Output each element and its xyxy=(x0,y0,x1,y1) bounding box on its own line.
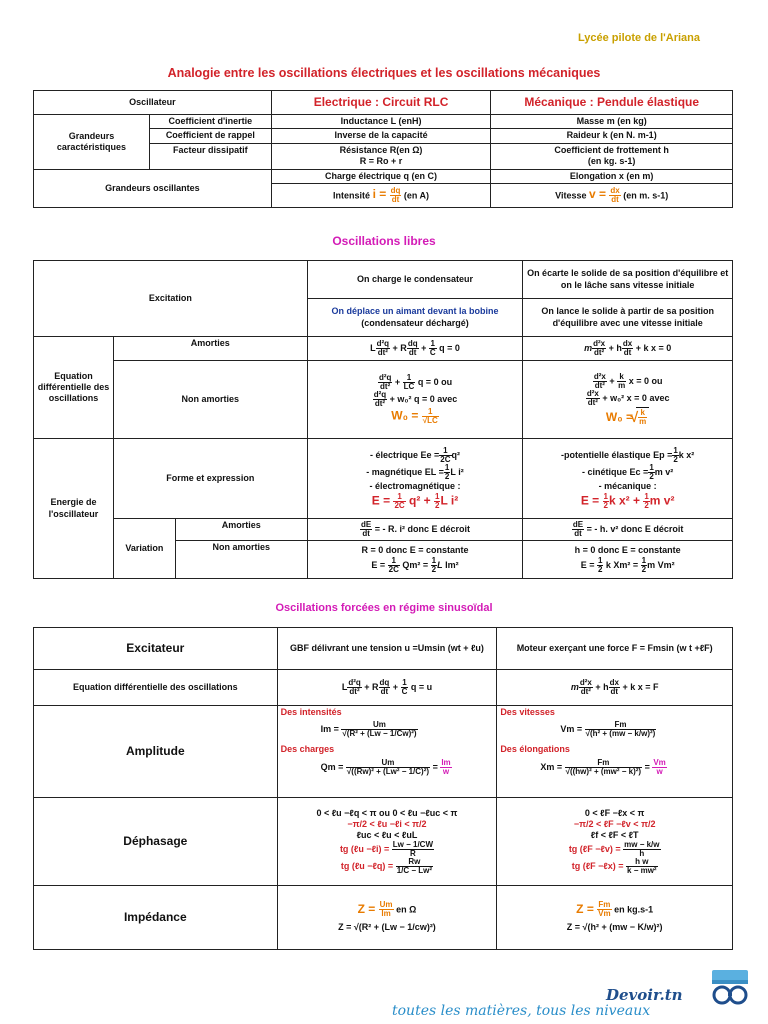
var-amorties-label: Amorties xyxy=(175,519,307,541)
excitation-label: Excitation xyxy=(34,261,308,337)
grandeurs-oscillantes: Grandeurs oscillantes xyxy=(34,169,272,207)
exc-meca-2: On lance le solide à partir de sa position d'équilibre avec une vitesse initiale xyxy=(523,299,733,337)
des-elongations: Des élongations xyxy=(500,744,570,755)
formula-i: i = $\frac{dq}{dt}$ xyxy=(372,185,401,204)
cell-charge: Charge électrique q (en C) xyxy=(271,169,491,183)
var-elec-non-amorties: R = 0 donc E = constante E = $\frac{1}{2C}$ Qm² = $\frac{1}{2}$ L Im² xyxy=(307,541,523,579)
vitesse-unit: (en m. s-1) xyxy=(623,190,669,201)
free-oscillations-table xyxy=(33,260,733,579)
dephasage-meca: 0 < ℓF −ℓx < π −π/2 < ℓF −ℓv < π/2 ℓf < ℓF < ℓT tg (ℓF −ℓv) = $\frac{mw - k/w}{h}$ tg (ℓF −ℓx) = $\frac{\text{h w}}{\text{k − mw²}}$ xyxy=(497,798,733,886)
school-name: Lycée pilote de l'Ariana xyxy=(577,32,700,44)
grandeurs-caracteristiques: Grandeurs caractéristiques xyxy=(34,115,150,170)
amp-meca: Des vitesses Vm = $\frac{Fm}{\text{√(h² + (mw − k/w)²)}}$ Des élongations Xm = $\frac{Fm}{\text{√((hw)² + (mw² − k)²)}}$ = $\frac{Vm}{w}$ xyxy=(497,706,733,798)
decroit-meca: = - h. v² donc E décroit xyxy=(586,523,684,534)
intensite-label: Intensité xyxy=(333,190,371,201)
header-electrique: Electrique : Circuit RLC xyxy=(271,91,491,115)
analogy-table xyxy=(33,90,733,208)
impedance-label: Impédance xyxy=(34,886,278,950)
cell-meca: Masse m (en kg) xyxy=(491,115,733,129)
cell-intensite xyxy=(271,183,491,207)
meca-m-label: - mécanique : xyxy=(598,481,657,492)
eq-meca-non-amorties: $\frac{\text{d²x}}{\text{dt²}}$ + $\frac{k}{m}$ x = 0 ou $\frac{\text{d²x}}{\text{dt²}}$ + w₀² x = 0 avec W₀ = √ $\frac{k}{m}$ xyxy=(523,361,733,439)
decroit-elec: = - R. i² donc E décroit xyxy=(374,523,471,534)
eq-meca-amorties: m $\frac{\text{d²x}}{\text{dt²}}$ + h $\frac{dx}{dt}$ + k x = 0 xyxy=(523,337,733,361)
dephasage-elec: 0 < ℓu −ℓq < π ou 0 < ℓu −ℓuc < π −π/2 < ℓu −ℓi < π/2 ℓuc < ℓu < ℓuL tg (ℓu −ℓi) = $\frac{Lw - 1/CW}{R}$ tg (ℓu −ℓq) = $\frac{Rw}{\text{1/C − Lw²}}$ xyxy=(277,798,497,886)
footer-slogan: toutes les matières, tous les niveaux xyxy=(392,1003,651,1019)
const-elec: R = 0 donc E = constante xyxy=(361,545,469,556)
elec-line: R = Ro + r xyxy=(359,156,403,166)
variation-label: Variation xyxy=(113,519,175,579)
meca-p-label: -potentielle élastique Ep = xyxy=(561,450,673,461)
dephasage-label: Déphasage xyxy=(34,798,278,886)
avec-word: avec xyxy=(437,393,458,404)
section-oscillations-forcees: Oscillations forcées en régime sinusoïdal xyxy=(275,602,493,614)
exc-elec-2b: (condensateur déchargé) xyxy=(361,317,469,328)
exc-elec-1: On charge le condensateur xyxy=(307,261,523,299)
cell-elec: Inductance L (enH) xyxy=(271,115,491,129)
des-vitesses: Des vitesses xyxy=(500,707,555,717)
intensite-unit: (en A) xyxy=(403,190,430,201)
energie-label: Energie de l'oscillateur xyxy=(34,439,114,579)
ou-word: ou xyxy=(441,376,453,387)
row-label: Coefficient de rappel xyxy=(149,129,271,143)
row-label: Facteur dissipatif xyxy=(149,143,271,169)
cell-vitesse xyxy=(491,183,733,207)
forme-label: Forme et expression xyxy=(113,439,307,519)
impedance-meca: Z = $\frac{Fm}{Vm}$ en kg.s-1 Z = √(h² + (mw − K/w)²) xyxy=(497,886,733,950)
equation-label: Equation différentielle des oscillations xyxy=(34,670,278,706)
energie-elec: - électrique Ee = $\frac{1}{2C}$ q² - magnétique EL = $\frac{1}{2}$ L i² - électromagnétique : E = $\frac{1}{2C}$ q² + $\frac{1}{2}$ L i² xyxy=(307,439,523,519)
eq-elec-non-amorties: $\frac{\text{d²q}}{\text{dt²}}$ + $\frac{1}{LC}$ q = 0 ou $\frac{\text{d²q}}{\text{dt²}}$ + w₀² q = 0 avec W₀ = $\frac{1}{√LC}$ xyxy=(307,361,523,439)
des-charges: Des charges xyxy=(280,744,335,755)
amp-elec: Des intensités Im = $\frac{Um}{\text{√(R² + (Lw − 1/Cw)²)}}$ Des charges Qm = $\frac{Um}{\text{√((Rw)² + (Lw² − 1/C)²)}}$ = $\frac{Im}{w}$ xyxy=(277,706,497,798)
forced-oscillations-table xyxy=(33,627,733,950)
eq-forced-elec: L $\frac{\text{d²q}}{\text{dt²}}$ + R $\frac{dq}{dt}$ + $\frac{1}{C}$ q = u xyxy=(277,670,497,706)
section-oscillations-libres: Oscillations libres xyxy=(332,234,436,248)
eq-forced-meca: m $\frac{\text{d²x}}{\text{dt²}}$ + h $\frac{dx}{dt}$ + k x = F xyxy=(497,670,733,706)
cell-elec: Inverse de la capacité xyxy=(271,129,491,143)
footer-brand[interactable]: Devoir.tn xyxy=(606,986,683,1004)
equation-label: Equation différentielle des oscillations xyxy=(34,337,114,439)
header-mecanique: Mécanique : Pendule élastique xyxy=(491,91,733,115)
des-intensites: Des intensités xyxy=(280,707,342,717)
impedance-elec: Z = $\frac{Um}{Im}$ en Ω Z = √(R² + (Lw − 1/cw)²) xyxy=(277,886,497,950)
var-meca-non-amorties: h = 0 donc E = constante E = $\frac{1}{2}$ k Xm² = $\frac{1}{2}$ m Vm² xyxy=(523,541,733,579)
page-title: Analogie entre les oscillations électriques et les oscillations mécaniques xyxy=(167,66,601,80)
meca-line: (en kg. s-1) xyxy=(587,156,636,166)
cell-meca: Raideur k (en N. m-1) xyxy=(491,129,733,143)
elec-m-label: - magnétique EL = xyxy=(366,467,444,478)
elec-e-label: - électrique Ee = xyxy=(370,450,440,461)
elec-em-label: - électromagnétique : xyxy=(369,481,461,492)
unit-ohm: en Ω xyxy=(396,905,417,916)
amorties-label: Amorties xyxy=(113,337,307,361)
meca-line: Coefficient de frottement h xyxy=(554,144,669,155)
moteur-cell: Moteur exerçant une force F = Fmsin (w t +ℓF) xyxy=(497,628,733,670)
cell-elec xyxy=(271,143,491,169)
cell-meca xyxy=(491,143,733,169)
formula-v: v = $\frac{dx}{dt}$ xyxy=(589,185,620,204)
exc-elec-2a: On déplace un aimant devant la bobine xyxy=(331,306,499,317)
eq-elec-amorties: L $\frac{\text{d²q}}{\text{dt²}}$ + R $\frac{dq}{dt}$ + $\frac{1}{C}$ q = 0 xyxy=(307,337,523,361)
var-meca-amorties: $\frac{dE}{dt}$ = - h. v² donc E décroit xyxy=(523,519,733,541)
exc-meca-1: On écarte le solide de sa position d'équilibre et on le lâche sans vitesse initiale xyxy=(523,261,733,299)
gbf-cell: GBF délivrant une tension u =Umsin (wt + ℓu) xyxy=(277,628,497,670)
devoir-logo-icon xyxy=(708,968,752,1008)
exc-elec-2 xyxy=(307,299,523,337)
vitesse-label: Vitesse xyxy=(555,190,587,201)
header-oscillateur: Oscillateur xyxy=(34,91,272,115)
non-amorties-label: Non amorties xyxy=(113,361,307,439)
amplitude-label: Amplitude xyxy=(34,706,278,798)
unit-kgs: en kg.s-1 xyxy=(614,905,654,916)
var-elec-amorties: $\frac{dE}{dt}$ = - R. i² donc E décroit xyxy=(307,519,523,541)
excitateur-label: Excitateur xyxy=(34,628,278,670)
energie-meca: -potentielle élastique Ep = $\frac{1}{2}$ k x² - cinétique Ec = $\frac{1}{2}$ m v² - mécanique : E = $\frac{1}{2}$ k x² + $\frac{1}{2}$ m v² xyxy=(523,439,733,519)
row-label: Coefficient d'inertie xyxy=(149,115,271,129)
const-meca: h = 0 donc E = constante xyxy=(574,545,681,556)
meca-c-label: - cinétique Ec = xyxy=(582,467,649,478)
cell-elongation: Elongation x (en m) xyxy=(491,169,733,183)
elec-line: Résistance R(en Ω) xyxy=(339,144,423,155)
var-non-amorties-label: Non amorties xyxy=(175,541,307,579)
ou-word: ou xyxy=(651,375,663,386)
avec-word: avec xyxy=(649,392,670,403)
